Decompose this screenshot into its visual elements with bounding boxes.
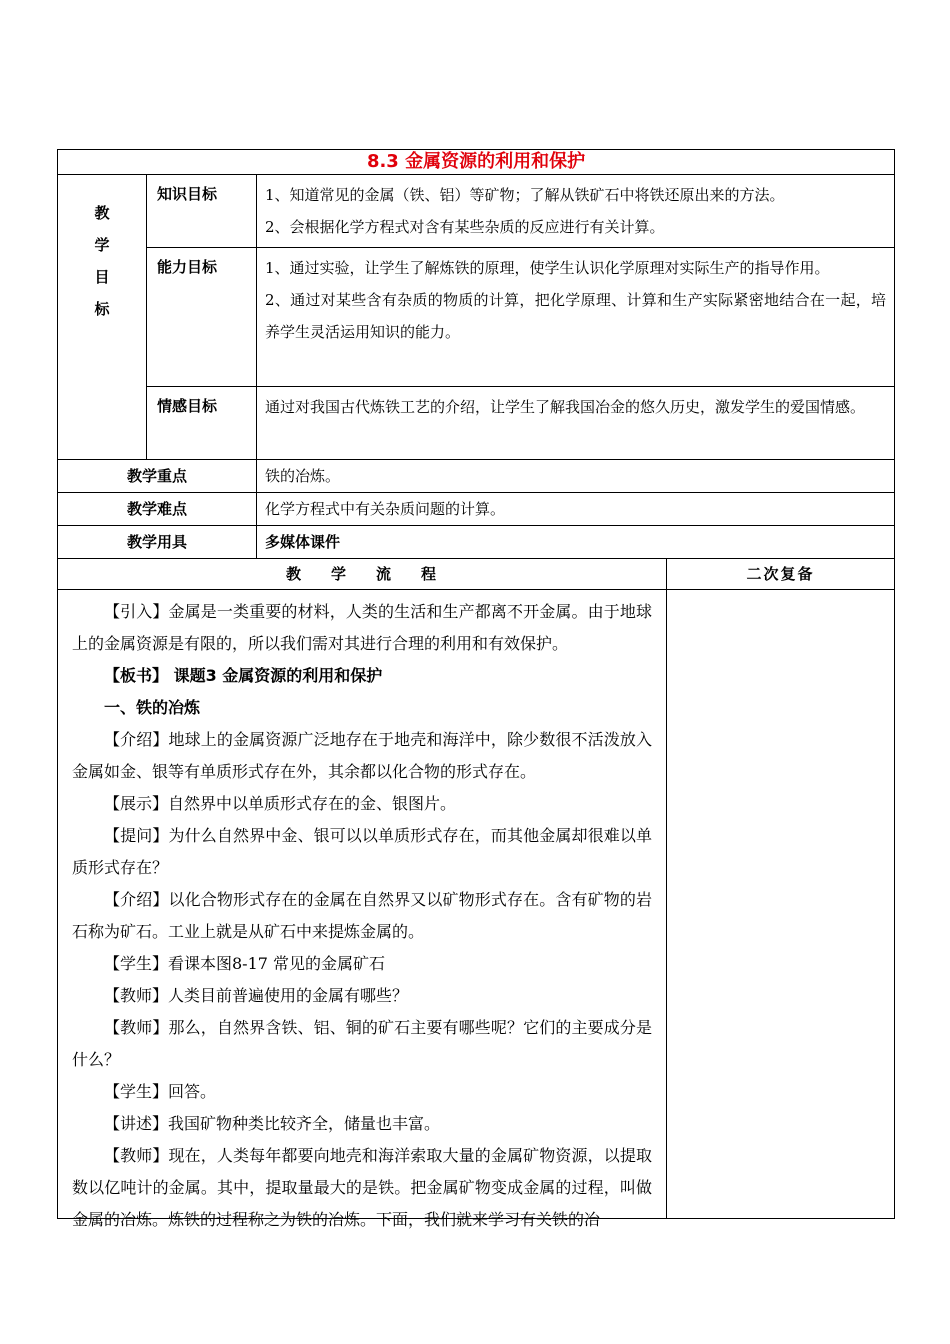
emotion-goal-content: [257, 387, 895, 460]
flow-paragraph: 【教师】那么，自然界含铁、铝、铜的矿石主要有哪些呢？它们的主要成分是什么？: [72, 1018, 652, 1069]
flow-paragraph: 【教师】现在，人类每年都要向地壳和海洋索取大量的金属矿物资源，以提取数以亿吨计的金属。其中，提取量最大的是铁。把金属矿物变成金属的过程，叫做金属的冶炼。炼铁的过程称之为铁的冶炼。下面，我们就来学习有关铁的冶: [72, 1146, 652, 1229]
ability-goal-label: 能力目标: [147, 248, 257, 387]
flow-paragraph: 【教师】人类目前普遍使用的金属有哪些？: [104, 986, 409, 1005]
emotion-goal-line: 通过对我国古代炼铁工艺的介绍，让学生了解我国冶金的悠久历史，激发学生的爱国情感。: [265, 398, 866, 416]
key-point-label: 教学重点: [58, 460, 257, 493]
difficulty-value: 化学方程式中有关杂质问题的计算。: [257, 493, 895, 526]
knowledge-goal-label: 知识目标: [147, 175, 257, 248]
flow-content: [58, 590, 667, 1229]
flow-paragraph: 【展示】自然界中以单质形式存在的金、银图片。: [104, 794, 457, 813]
flow-box: [58, 590, 666, 1229]
tools-label: 教学用具: [58, 526, 257, 559]
flow-paragraph: 一、铁的冶炼: [104, 698, 201, 717]
difficulty-label: 教学难点: [58, 493, 257, 526]
key-point-value: 铁的冶炼。: [257, 460, 895, 493]
knowledge-goal-line: 1、知道常见的金属（铁、铝）等矿物；了解从铁矿石中将铁还原出来的方法。: [265, 186, 785, 204]
ability-goal-line: 2、通过对某些含有杂质的物质的计算，把化学原理、计算和生产实际紧密地结合在一起，培养学生灵活运用知识的能力。: [265, 291, 887, 341]
objectives-label-char: 目: [94, 268, 110, 286]
ability-goal-content: [257, 248, 895, 387]
flow-paragraph: 【介绍】以化合物形式存在的金属在自然界又以矿物形式存在。含有矿物的岩石称为矿石。工业上就是从矿石中来提炼金属的。: [72, 890, 652, 941]
flow-header-char: 教: [285, 565, 303, 583]
flow-header: [58, 559, 667, 590]
page-title: 8.3 金属资源的利用和保护: [58, 150, 895, 175]
objectives-label-char: 标: [94, 300, 110, 318]
flow-header-char: 程: [421, 565, 439, 583]
knowledge-goal-content: [257, 175, 895, 248]
flow-paragraph: 【学生】看课本图8-17 常见的金属矿石: [104, 954, 386, 973]
objectives-label: [58, 175, 147, 460]
lesson-plan: [57, 149, 894, 1229]
flow-paragraph: 【引入】金属是一类重要的材料，人类的生活和生产都离不开金属。由于地球上的金属资源是有限的，所以我们需对其进行合理的利用和有效保护。: [72, 602, 652, 653]
objectives-label-char: 教: [94, 204, 110, 222]
knowledge-goal-line: 2、会根据化学方程式对含有某些杂质的反应进行有关计算。: [265, 218, 665, 236]
flow-paragraph: 【学生】回答。: [104, 1082, 217, 1101]
tools-value: 多媒体课件: [257, 526, 895, 559]
lesson-table: [57, 149, 895, 1229]
flow-paragraph: 【介绍】地球上的金属资源广泛地存在于地壳和海洋中，除少数很不活泼放入金属如金、银等有单质形式存在外，其余都以化合物的形式存在。: [72, 730, 652, 781]
objectives-label-char: 学: [94, 236, 110, 254]
second-review-header: 二次复备: [667, 559, 895, 590]
ability-goal-line: 1、通过实验，让学生了解炼铁的原理，使学生认识化学原理对实际生产的指导作用。: [265, 259, 830, 277]
flow-header-char: 流: [376, 565, 394, 583]
flow-paragraph: 【提问】为什么自然界中金、银可以以单质形式存在，而其他金属却很难以单质形式存在？: [72, 826, 652, 877]
flow-paragraph: 【讲述】我国矿物种类比较齐全，储量也丰富。: [104, 1114, 441, 1133]
emotion-goal-label: 情感目标: [147, 387, 257, 460]
second-review-content: [667, 590, 895, 1219]
flow-paragraph: 【板书】 课题3 金属资源的利用和保护: [104, 666, 383, 685]
flow-header-char: 学: [330, 565, 348, 583]
